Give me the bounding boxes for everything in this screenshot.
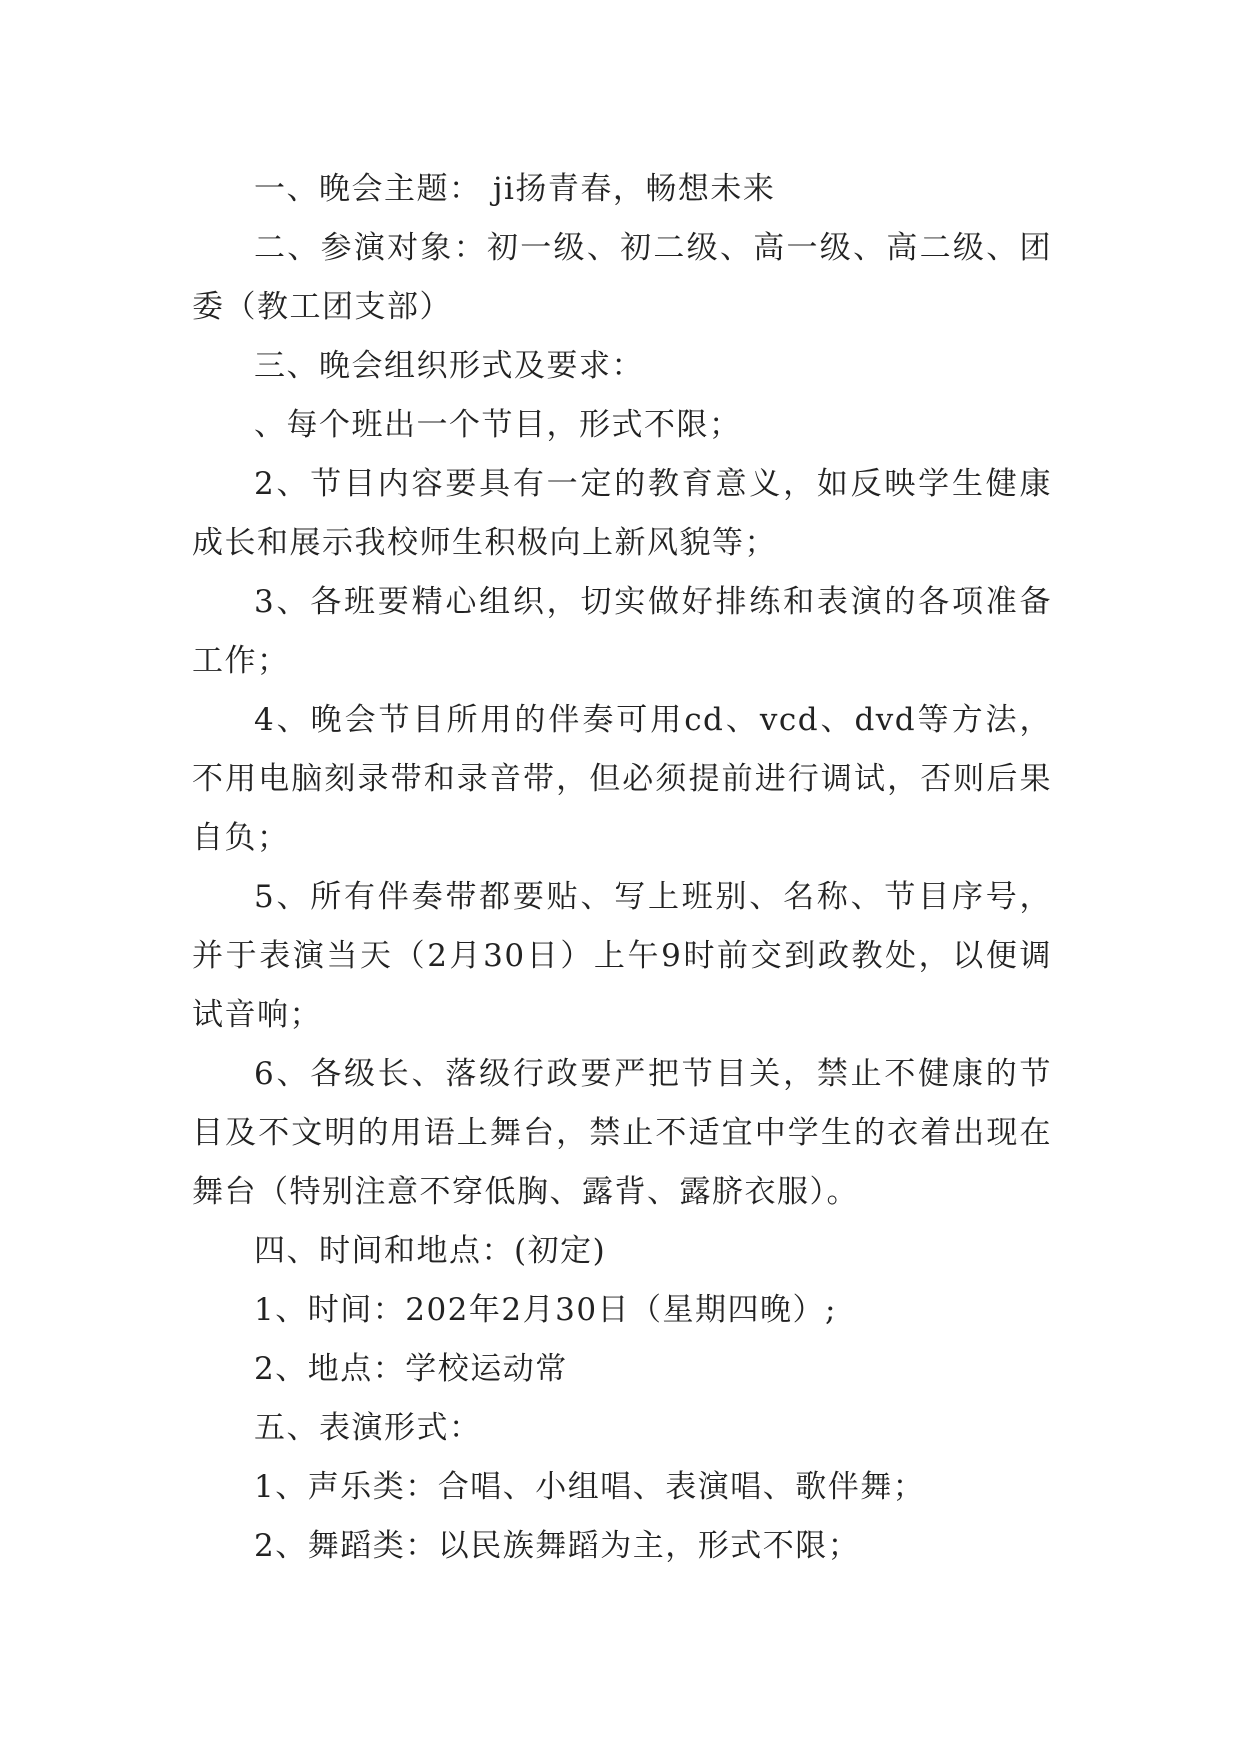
- section-heading-participants: 二、参演对象：初一级、初二级、高一级、高二级、团委（教工团支部）: [192, 230, 1052, 325]
- section-heading-forms: 五、表演形式：: [254, 1410, 482, 1446]
- time-place-item: 2、地点：学校运动常: [254, 1351, 568, 1387]
- form-item: 1、声乐类：合唱、小组唱、表演唱、歌伴舞；: [254, 1469, 926, 1505]
- document-body: [192, 160, 1052, 1576]
- form-item: 2、舞蹈类：以民族舞蹈为主，形式不限；: [254, 1528, 861, 1564]
- section-heading-organization: 三、晚会组织形式及要求：: [254, 348, 644, 384]
- requirement-item: 5、所有伴奏带都要贴、写上班别、名称、节目序号，并于表演当天（2月30日）上午9时前交到政教处，以便调试音响；: [192, 879, 1052, 1033]
- requirement-item: 4、晚会节目所用的伴奏可用cd、vcd、dvd等方法，不用电脑刻录带和录音带，但必须提前进行调试，否则后果自负；: [192, 702, 1052, 856]
- requirement-item: 2、节目内容要具有一定的教育意义，如反映学生健康成长和展示我校师生积极向上新风貌等；: [192, 466, 1052, 561]
- requirement-item: 、每个班出一个节目，形式不限；: [254, 407, 742, 443]
- section-heading-time-place: 四、时间和地点：(初定): [254, 1233, 607, 1269]
- section-heading-theme: 一、晚会主题： ji扬青春，畅想未来: [254, 171, 776, 207]
- requirement-item: 3、各班要精心组织，切实做好排练和表演的各项准备工作；: [192, 584, 1052, 679]
- time-place-item: 1、时间：202年2月30日（星期四晚）;: [254, 1292, 838, 1328]
- requirement-item: 6、各级长、落级行政要严把节目关，禁止不健康的节目及不文明的用语上舞台，禁止不适宜中学生的衣着出现在舞台（特别注意不穿低胸、露背、露脐衣服）。: [192, 1056, 1052, 1210]
